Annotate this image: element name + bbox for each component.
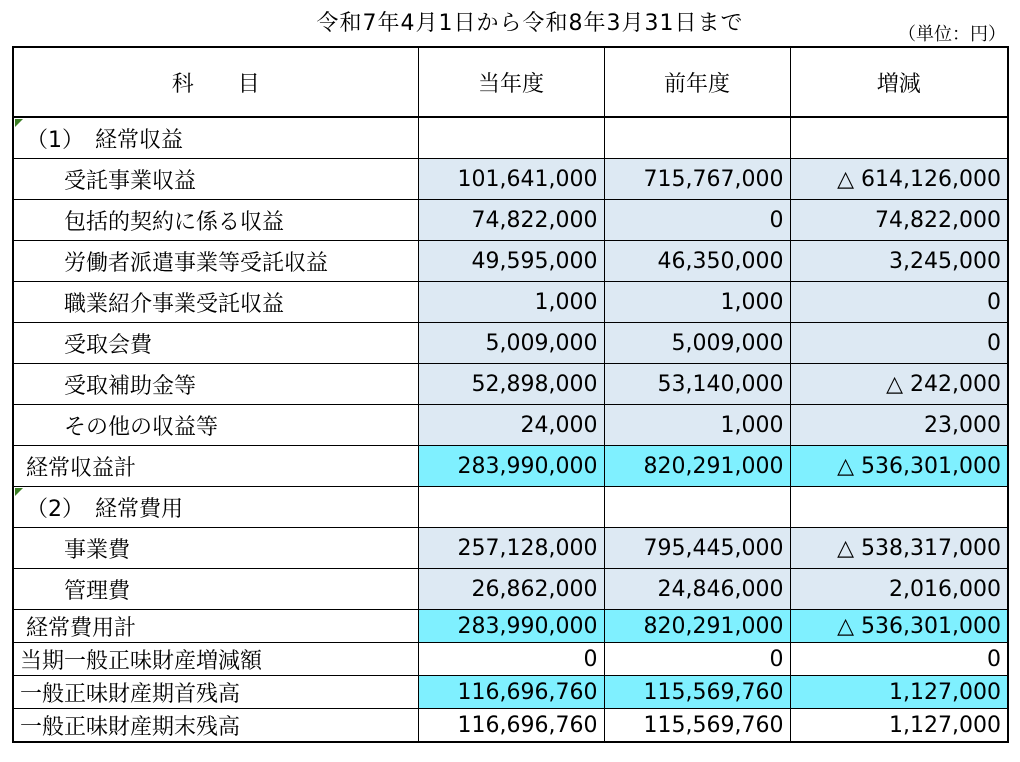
row-label: 労働者派遣事業等受託収益 — [13, 241, 418, 282]
previous-value: 1,000 — [604, 282, 790, 323]
row-label: その他の収益等 — [13, 405, 418, 446]
row-label: 事業費 — [13, 528, 418, 569]
comment-marker-icon — [15, 119, 23, 127]
current-value: 26,862,000 — [418, 569, 604, 610]
table-row — [13, 528, 1008, 569]
change-value: 23,000 — [790, 405, 1008, 446]
change-value: △ 536,301,000 — [790, 446, 1008, 487]
previous-value — [604, 117, 790, 159]
current-value: 74,822,000 — [418, 200, 604, 241]
current-value — [418, 117, 604, 159]
change-value: 74,822,000 — [790, 200, 1008, 241]
table-row — [13, 200, 1008, 241]
row-label: 経常費用計 — [13, 610, 418, 643]
column-header-current-year: 当年度 — [418, 47, 604, 117]
current-value: 5,009,000 — [418, 323, 604, 364]
current-value: 257,128,000 — [418, 528, 604, 569]
change-value: △ 242,000 — [790, 364, 1008, 405]
table-row — [13, 364, 1008, 405]
total-row-net-assets-opening — [13, 676, 1008, 709]
table-row — [13, 282, 1008, 323]
previous-value: 46,350,000 — [604, 241, 790, 282]
current-value: 0 — [418, 643, 604, 676]
subtotal-row-ordinary-revenue — [13, 446, 1008, 487]
current-value: 52,898,000 — [418, 364, 604, 405]
previous-value: 820,291,000 — [604, 610, 790, 643]
row-label: 受取補助金等 — [13, 364, 418, 405]
row-label: 受託事業収益 — [13, 159, 418, 200]
previous-value: 0 — [604, 643, 790, 676]
row-label: 受取会費 — [13, 323, 418, 364]
change-value: 0 — [790, 282, 1008, 323]
column-header-subject: 科 目 — [13, 47, 418, 117]
row-label: 当期一般正味財産増減額 — [13, 643, 418, 676]
current-value: 283,990,000 — [418, 610, 604, 643]
table-header-row — [13, 47, 1008, 117]
subtotal-row-ordinary-expenses — [13, 610, 1008, 643]
current-value — [418, 487, 604, 528]
section-row-ordinary-expenses — [13, 487, 1008, 528]
row-label: 一般正味財産期首残高 — [13, 676, 418, 709]
row-label: 一般正味財産期末残高 — [13, 709, 418, 743]
previous-value: 24,846,000 — [604, 569, 790, 610]
current-value: 116,696,760 — [418, 676, 604, 709]
change-value: 2,016,000 — [790, 569, 1008, 610]
row-label: 経常収益計 — [13, 446, 418, 487]
table-row — [13, 241, 1008, 282]
change-value: 1,127,000 — [790, 709, 1008, 743]
previous-value: 795,445,000 — [604, 528, 790, 569]
row-label: 管理費 — [13, 569, 418, 610]
previous-value: 115,569,760 — [604, 676, 790, 709]
previous-value: 5,009,000 — [604, 323, 790, 364]
current-value: 49,595,000 — [418, 241, 604, 282]
column-header-change: 増減 — [790, 47, 1008, 117]
change-value: 1,127,000 — [790, 676, 1008, 709]
row-label: （1） 経常収益 — [13, 117, 418, 159]
row-label: 職業紹介事業受託収益 — [13, 282, 418, 323]
current-value: 283,990,000 — [418, 446, 604, 487]
current-value: 24,000 — [418, 405, 604, 446]
current-value: 101,641,000 — [418, 159, 604, 200]
table-row — [13, 323, 1008, 364]
column-header-previous-year: 前年度 — [604, 47, 790, 117]
comment-marker-icon — [15, 488, 23, 496]
previous-value: 715,767,000 — [604, 159, 790, 200]
previous-value: 0 — [604, 200, 790, 241]
row-label: 包括的契約に係る収益 — [13, 200, 418, 241]
income-statement-table — [12, 46, 1009, 743]
table-row — [13, 405, 1008, 446]
table-row — [13, 159, 1008, 200]
change-value — [790, 117, 1008, 159]
previous-value: 1,000 — [604, 405, 790, 446]
row-label: （2） 経常費用 — [13, 487, 418, 528]
previous-value: 53,140,000 — [604, 364, 790, 405]
change-value — [790, 487, 1008, 528]
change-value: △ 536,301,000 — [790, 610, 1008, 643]
previous-value — [604, 487, 790, 528]
previous-value: 820,291,000 — [604, 446, 790, 487]
table-row — [13, 569, 1008, 610]
change-value: △ 538,317,000 — [790, 528, 1008, 569]
total-row-net-assets-change — [13, 643, 1008, 676]
report-period-title: 令和7年4月1日から令和8年3月31日まで — [316, 11, 744, 36]
change-value: 3,245,000 — [790, 241, 1008, 282]
current-value: 1,000 — [418, 282, 604, 323]
section-row-ordinary-revenue — [13, 117, 1008, 159]
change-value: △ 614,126,000 — [790, 159, 1008, 200]
change-value: 0 — [790, 643, 1008, 676]
previous-value: 115,569,760 — [604, 709, 790, 743]
current-value: 116,696,760 — [418, 709, 604, 743]
total-row-net-assets-closing — [13, 709, 1008, 743]
change-value: 0 — [790, 323, 1008, 364]
unit-label: （単位：円） — [898, 24, 1006, 45]
